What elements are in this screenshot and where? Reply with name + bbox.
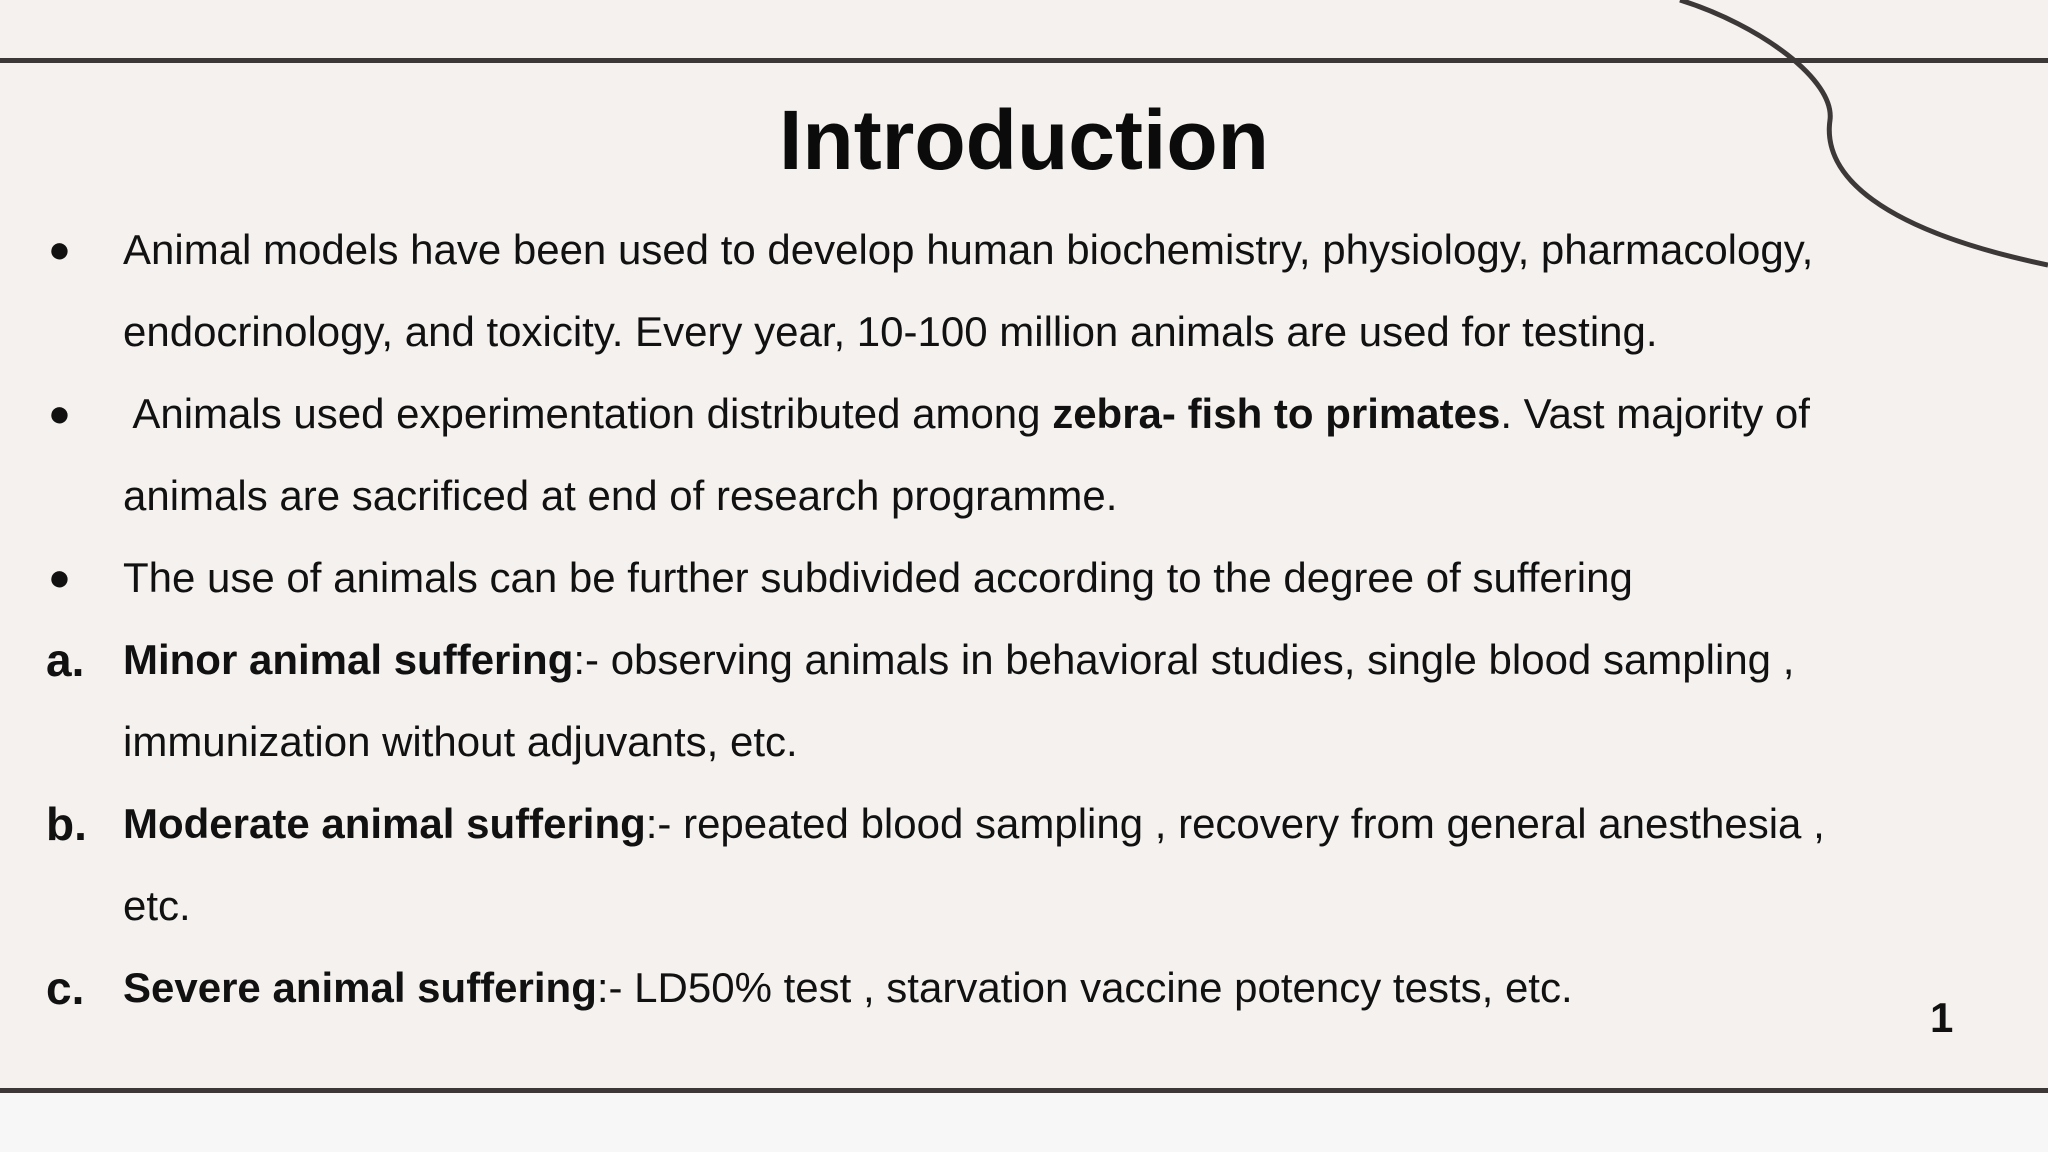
slide-title: Introduction [779, 93, 1269, 187]
bullet-icon: ● [48, 229, 71, 271]
bullet-text: The use of animals can be further subdivided according to the degree of suffering [123, 554, 1633, 601]
bullet-text [123, 373, 1810, 455]
bullet-icon: ● [48, 557, 71, 599]
top-divider-line [0, 58, 2048, 63]
bullet-text-continuation: endocrinology, and toxicity. Every year, 10-100 million animals are used for testing. [123, 308, 1658, 355]
bullet-text-plain-end: . Vast majority of [1500, 390, 1810, 437]
bullet-1-line-1 [0, 209, 2048, 291]
bullet-text: Animal models have been used to develop human biochemistry, physiology, pharmacology, [123, 226, 1814, 273]
page-number: 1 [1930, 994, 1954, 1041]
slide-content [0, 209, 2048, 1029]
list-marker-c: c. [46, 962, 85, 1014]
suffering-minor-line-2 [0, 701, 2048, 783]
bullet-2-line-1 [0, 373, 2048, 455]
suffering-minor-line-1 [0, 619, 2048, 701]
suffering-severe-line-1 [0, 947, 2048, 1029]
suffering-description: :- observing animals in behavioral studies, single blood sampling , [573, 636, 1795, 683]
bullet-2-line-2 [0, 455, 2048, 537]
suffering-label: Minor animal suffering [123, 636, 574, 683]
bullet-1-line-2 [0, 291, 2048, 373]
suffering-label: Moderate animal suffering [123, 800, 646, 847]
bullet-icon: ● [48, 393, 71, 435]
bullet-3-line-1 [0, 537, 2048, 619]
list-marker-b: b. [46, 798, 87, 850]
bullet-text-continuation: animals are sacrificed at end of research programme. [123, 472, 1118, 519]
bottom-strip [0, 1093, 2048, 1152]
suffering-text [123, 783, 1825, 865]
list-marker-a: a. [46, 634, 85, 686]
suffering-description: :- LD50% test , starvation vaccine potency tests, etc. [596, 964, 1573, 1011]
suffering-text-continuation: immunization without adjuvants, etc. [123, 718, 798, 765]
suffering-text-continuation: etc. [123, 882, 191, 929]
suffering-text [123, 619, 1794, 701]
suffering-moderate-line-1 [0, 783, 2048, 865]
suffering-moderate-line-2 [0, 865, 2048, 947]
bullet-text-plain: Animals used experimentation distributed among [123, 390, 1053, 437]
suffering-text [123, 947, 1573, 1029]
suffering-description: :- repeated blood sampling , recovery from general anesthesia , [645, 800, 1825, 847]
bullet-text-emphasis: zebra- fish to primates [1052, 390, 1501, 437]
suffering-label: Severe animal suffering [123, 964, 597, 1011]
